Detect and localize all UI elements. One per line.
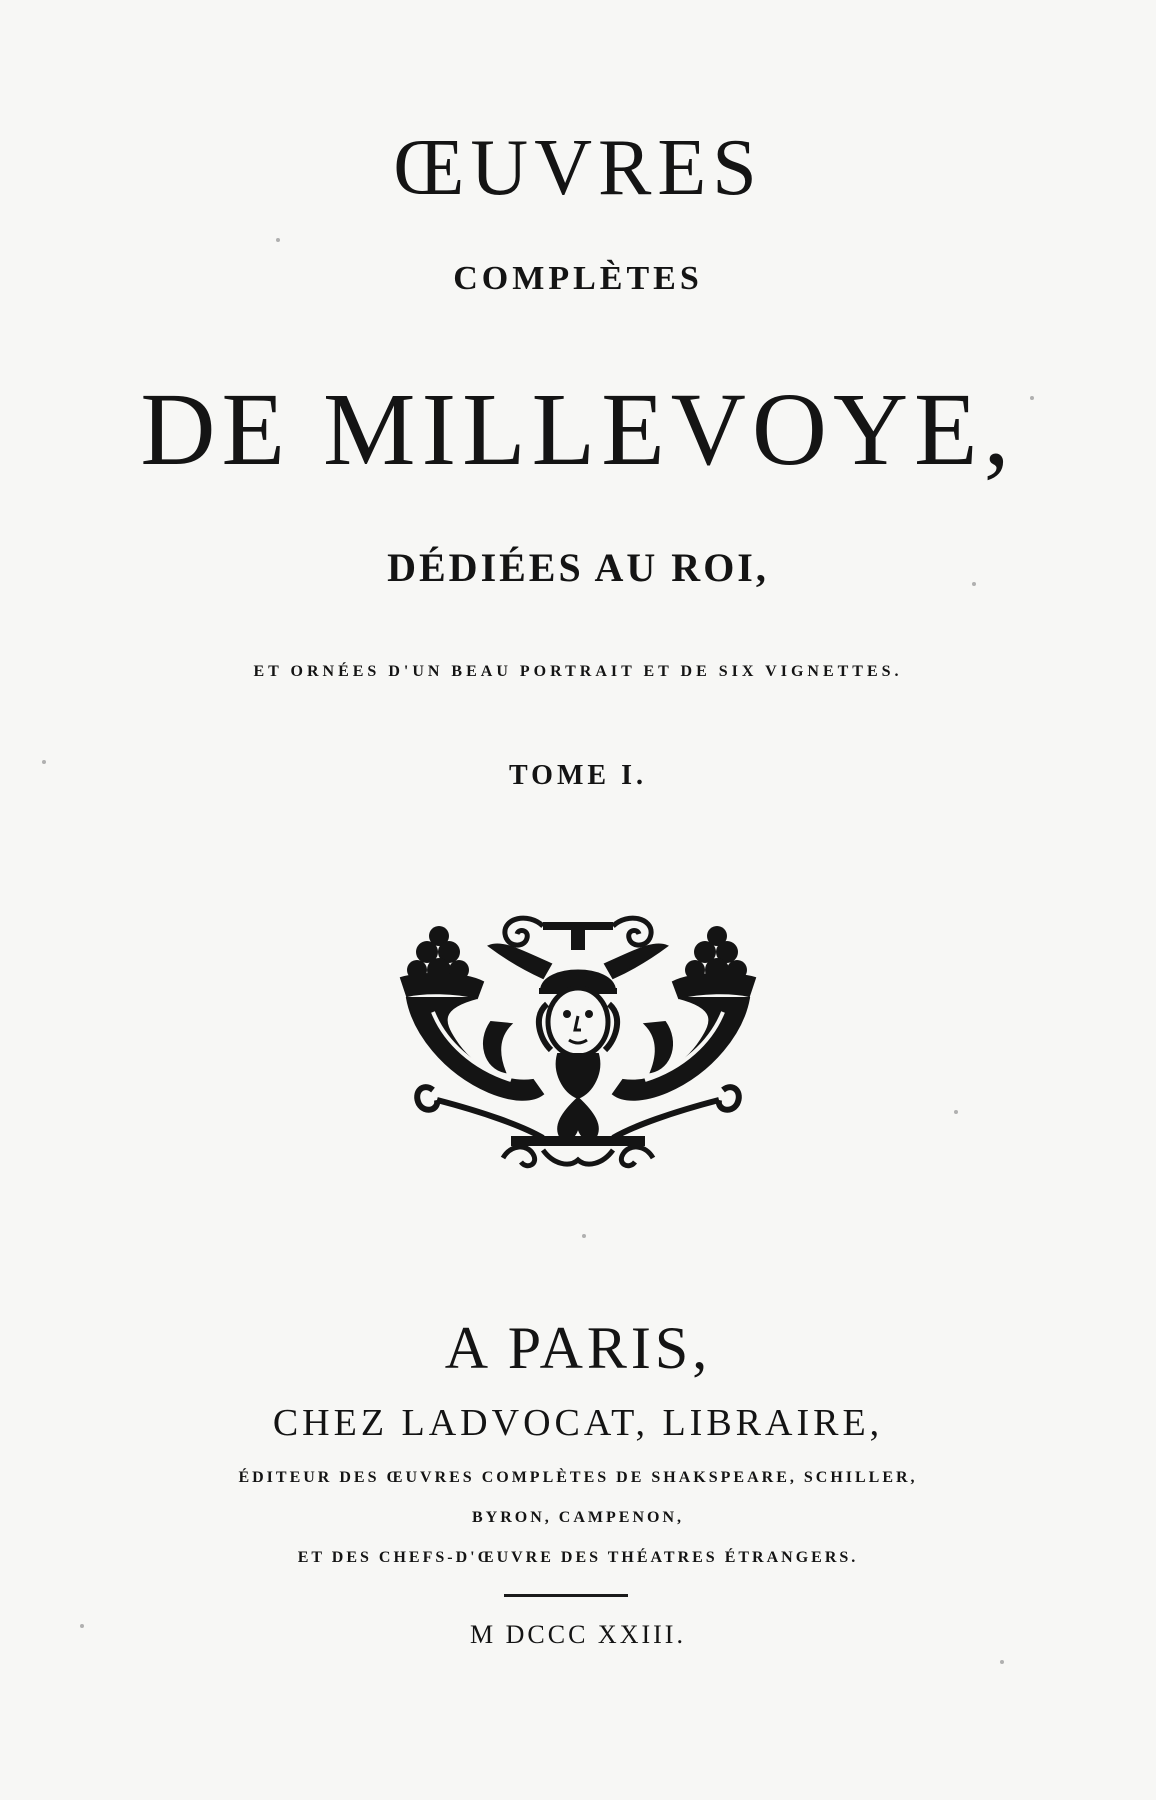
paper-speck — [954, 1110, 958, 1114]
imprint-editor-line-3: ET DES CHEFS-D'ŒUVRE DES THÉATRES ÉTRANGERS. — [297, 1549, 859, 1566]
divider-rule — [504, 1594, 628, 1597]
ornaments-note: ET ORNÉES D'UN BEAU PORTRAIT ET DE SIX VIGNETTES. — [253, 663, 903, 680]
imprint-publisher: CHEZ LADVOCAT, LIBRAIRE, — [272, 1402, 884, 1444]
paper-speck — [276, 238, 280, 242]
page-title: ŒUVRES — [393, 124, 763, 212]
volume-number: TOME I. — [509, 760, 647, 791]
paper-speck — [582, 1234, 586, 1238]
paper-speck — [42, 760, 46, 764]
paper-speck — [80, 1624, 84, 1628]
paper-speck — [1030, 396, 1034, 400]
author-name: DE MILLEVOYE, — [140, 372, 1016, 487]
mercury-head-cornucopias-ornament-icon — [393, 912, 763, 1174]
paper-speck — [1000, 1660, 1004, 1664]
subtitle-completes: COMPLÈTES — [453, 260, 703, 297]
imprint-editor-line-2: BYRON, CAMPENON, — [472, 1509, 684, 1526]
paper-speck — [972, 582, 976, 586]
imprint-date: M DCCC XXIII. — [470, 1620, 686, 1649]
imprint-city: A PARIS, — [444, 1315, 712, 1381]
imprint-editor-line-1: ÉDITEUR DES ŒUVRES COMPLÈTES DE SHAKSPEARE, SCHILLER, — [238, 1469, 918, 1486]
dedication-line: DÉDIÉES AU ROI, — [387, 545, 769, 590]
